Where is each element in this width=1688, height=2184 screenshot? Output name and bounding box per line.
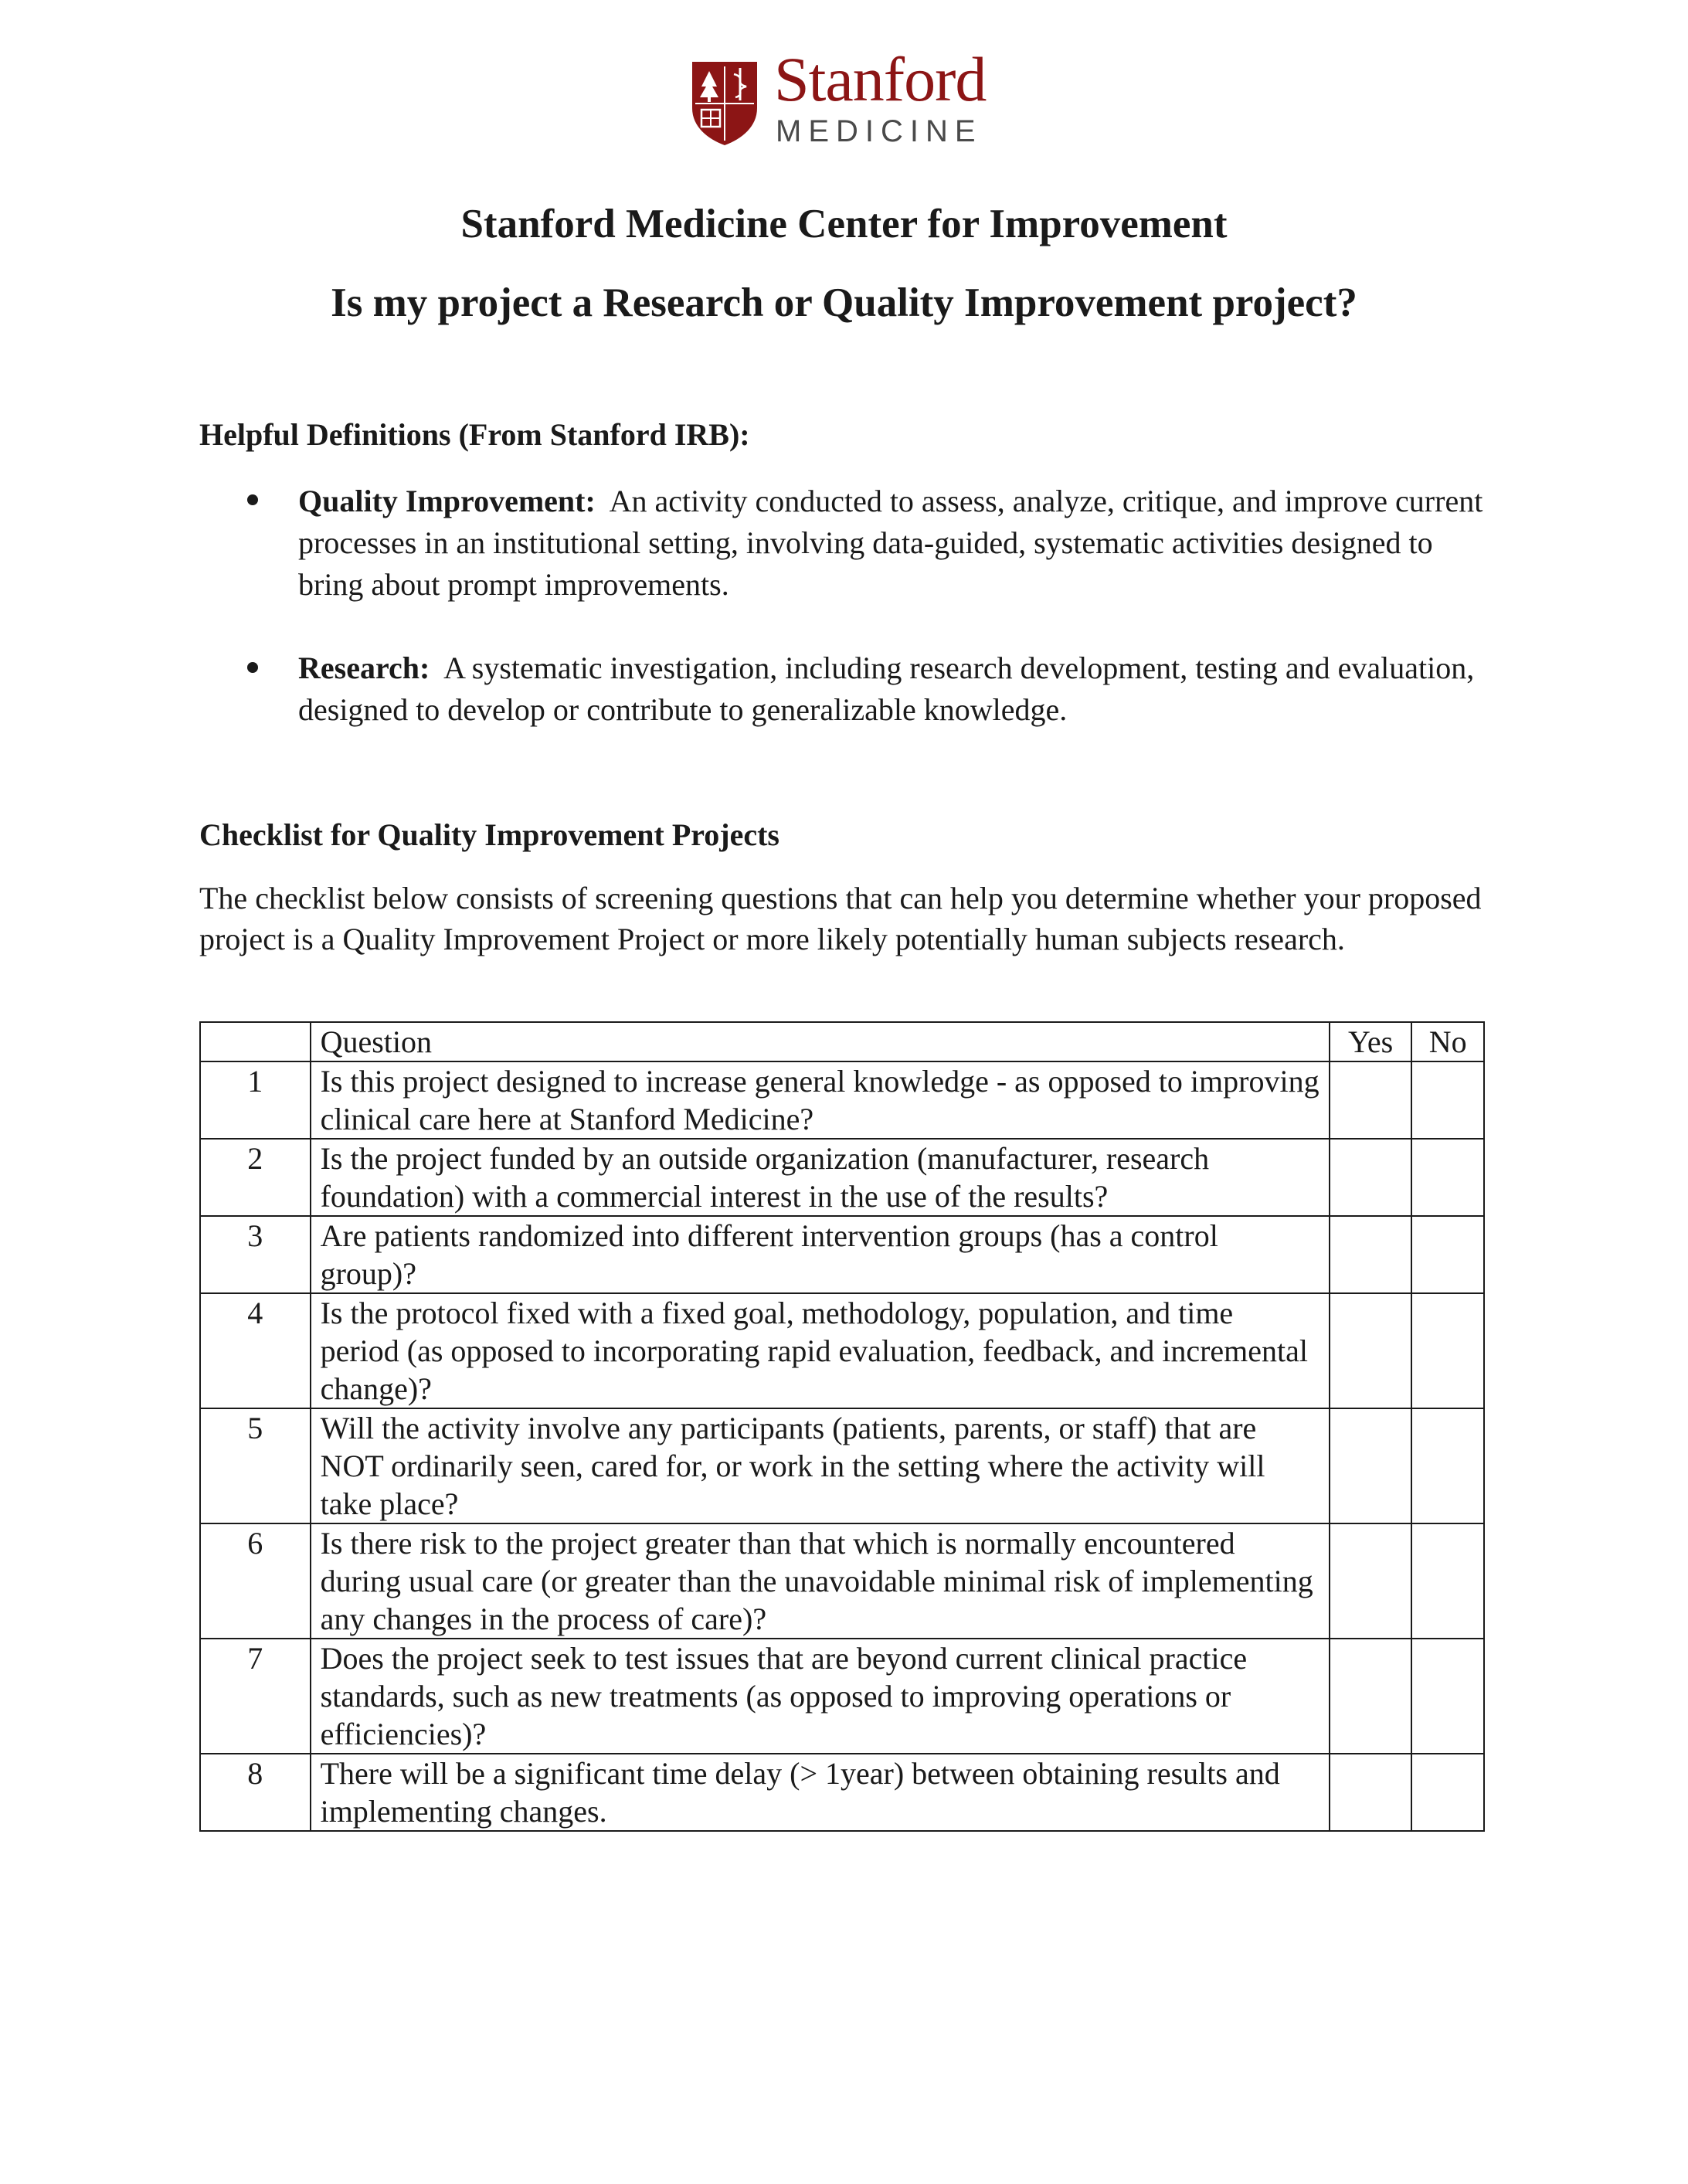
checklist-heading: Checklist for Quality Improvement Projects bbox=[199, 817, 779, 852]
table-row bbox=[200, 1216, 1484, 1293]
logo-wordmark: Stanford bbox=[774, 44, 987, 114]
no-cell[interactable] bbox=[1411, 1754, 1484, 1831]
row-number: 1 bbox=[200, 1061, 311, 1139]
table-row bbox=[200, 1139, 1484, 1216]
page-title: Stanford Medicine Center for Improvement bbox=[460, 202, 1228, 246]
checklist-table bbox=[199, 1021, 1485, 1832]
page-question: Is my project a Research or Quality Improvement project? bbox=[331, 280, 1357, 325]
row-number: 7 bbox=[200, 1639, 311, 1754]
no-cell[interactable] bbox=[1411, 1216, 1484, 1293]
no-cell[interactable] bbox=[1411, 1139, 1484, 1216]
yes-cell[interactable] bbox=[1330, 1408, 1411, 1523]
checklist-intro: The checklist below consists of screening questions that can help you determine whether your proposed project is a Quality Improvement Project or more likely potentially human subjects research. bbox=[199, 881, 1482, 956]
row-number: 8 bbox=[200, 1754, 311, 1831]
definition-quality-improvement bbox=[298, 481, 1503, 606]
definition-term: Research: bbox=[298, 650, 430, 685]
definition-term: Quality Improvement: bbox=[298, 484, 596, 518]
row-number: 6 bbox=[200, 1523, 311, 1639]
row-question: Is the project funded by an outside organization (manufacturer, research foundation) with a commercial interest in the use of the results? bbox=[311, 1139, 1330, 1216]
table-row bbox=[200, 1754, 1484, 1831]
table-row bbox=[200, 1293, 1484, 1408]
table-row bbox=[200, 1639, 1484, 1754]
header-yes: Yes bbox=[1330, 1022, 1411, 1061]
logo-subtitle: MEDICINE bbox=[776, 114, 983, 148]
header-question: Question bbox=[311, 1022, 1330, 1061]
no-cell[interactable] bbox=[1411, 1523, 1484, 1639]
no-cell[interactable] bbox=[1411, 1639, 1484, 1754]
yes-cell[interactable] bbox=[1330, 1061, 1411, 1139]
row-question: Is there risk to the project greater than that which is normally encountered during usual care (or greater than the unavoidable minimal risk of implementing any changes in the process of care)? bbox=[311, 1523, 1330, 1639]
row-number: 2 bbox=[200, 1139, 311, 1216]
stanford-shield-icon bbox=[691, 60, 759, 147]
table-row bbox=[200, 1408, 1484, 1523]
row-question: Does the project seek to test issues that are beyond current clinical practice standards, such as new treatments (as opposed to improving operations or efficiencies)? bbox=[311, 1639, 1330, 1754]
row-number: 5 bbox=[200, 1408, 311, 1523]
table-row bbox=[200, 1061, 1484, 1139]
row-question: Is the protocol fixed with a fixed goal, methodology, population, and time period (as opposed to incorporating rapid evaluation, feedback, and incremental change)? bbox=[311, 1293, 1330, 1408]
yes-cell[interactable] bbox=[1330, 1139, 1411, 1216]
bullet-icon bbox=[247, 662, 258, 673]
yes-cell[interactable] bbox=[1330, 1754, 1411, 1831]
row-number: 3 bbox=[200, 1216, 311, 1293]
yes-cell[interactable] bbox=[1330, 1523, 1411, 1639]
row-question: There will be a significant time delay (> 1year) between obtaining results and implementing changes. bbox=[311, 1754, 1330, 1831]
definition-text: An activity conducted to assess, analyze, critique, and improve current processes in an institutional setting, involving data-guided, systematic activities designed to bring about prompt improvements. bbox=[298, 484, 1483, 602]
row-question: Is this project designed to increase general knowledge - as opposed to improving clinical care here at Stanford Medicine? bbox=[311, 1061, 1330, 1139]
header-no: No bbox=[1411, 1022, 1484, 1061]
no-cell[interactable] bbox=[1411, 1293, 1484, 1408]
table-row bbox=[200, 1523, 1484, 1639]
bullet-icon bbox=[247, 494, 258, 505]
row-question: Are patients randomized into different intervention groups (has a control group)? bbox=[311, 1216, 1330, 1293]
table-header-row bbox=[200, 1022, 1484, 1061]
yes-cell[interactable] bbox=[1330, 1293, 1411, 1408]
header-number bbox=[200, 1022, 311, 1061]
definitions-heading: Helpful Definitions (From Stanford IRB): bbox=[199, 417, 750, 452]
yes-cell[interactable] bbox=[1330, 1216, 1411, 1293]
stanford-medicine-logo bbox=[691, 44, 1015, 151]
definition-text: A systematic investigation, including research development, testing and evaluation, designed to develop or contribute to generalizable knowledge. bbox=[298, 650, 1475, 727]
yes-cell[interactable] bbox=[1330, 1639, 1411, 1754]
row-question: Will the activity involve any participants (patients, parents, or staff) that are NOT ordinarily seen, cared for, or work in the setting where the activity will take place? bbox=[311, 1408, 1330, 1523]
no-cell[interactable] bbox=[1411, 1408, 1484, 1523]
definition-research bbox=[298, 647, 1503, 731]
no-cell[interactable] bbox=[1411, 1061, 1484, 1139]
row-number: 4 bbox=[200, 1293, 311, 1408]
